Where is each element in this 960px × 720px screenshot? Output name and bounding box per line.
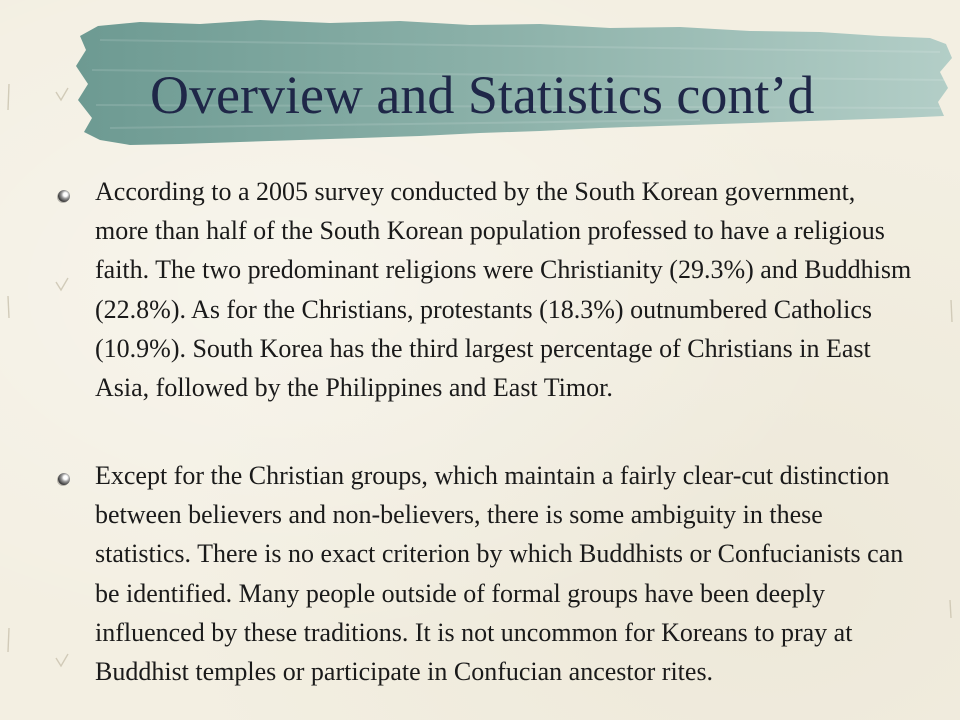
paragraph-line: Asia, followed by the Philippines and East Timor. bbox=[95, 373, 613, 403]
texture-mark bbox=[950, 600, 951, 618]
texture-mark bbox=[56, 278, 68, 290]
paragraph-line: be identified. Many people outside of formal groups have been deeply bbox=[95, 578, 825, 608]
paragraph-1 bbox=[95, 172, 911, 407]
texture-mark bbox=[56, 654, 68, 666]
paragraph-line: statistics. There is no exact criterion by which Buddhists or Confucianists can bbox=[95, 539, 904, 569]
paragraph-line: According to a 2005 survey conducted by the South Korean government, bbox=[95, 177, 856, 206]
paragraph-line: faith. The two predominant religions were Christianity (29.3%) and Buddhism bbox=[95, 255, 912, 285]
bullet-icon bbox=[58, 473, 70, 485]
texture-mark bbox=[8, 296, 9, 318]
paragraph-line: Except for the Christian groups, which maintain a fairly clear-cut distinction bbox=[95, 461, 890, 490]
paragraph-2 bbox=[95, 456, 903, 691]
paragraph-line: (22.8%). As for the Christians, protestants (18.3%) outnumbered Catholics bbox=[95, 294, 872, 324]
paragraph-line: (10.9%). South Korea has the third largest percentage of Christians in East bbox=[95, 333, 871, 363]
texture-mark bbox=[8, 628, 9, 652]
paragraph-line: between believers and non-believers, there is some ambiguity in these bbox=[95, 500, 823, 530]
slide-title: Overview and Statistics cont’d bbox=[150, 65, 815, 125]
bullet-icon bbox=[58, 190, 70, 202]
paragraph-line: more than half of the South Korean population professed to have a religious bbox=[95, 216, 885, 246]
paragraph-line: Buddhist temples or participate in Confucian ancestor rites. bbox=[95, 657, 714, 687]
texture-mark bbox=[951, 300, 952, 322]
paragraph-line: influenced by these traditions. It is not uncommon for Koreans to pray at bbox=[95, 617, 853, 647]
